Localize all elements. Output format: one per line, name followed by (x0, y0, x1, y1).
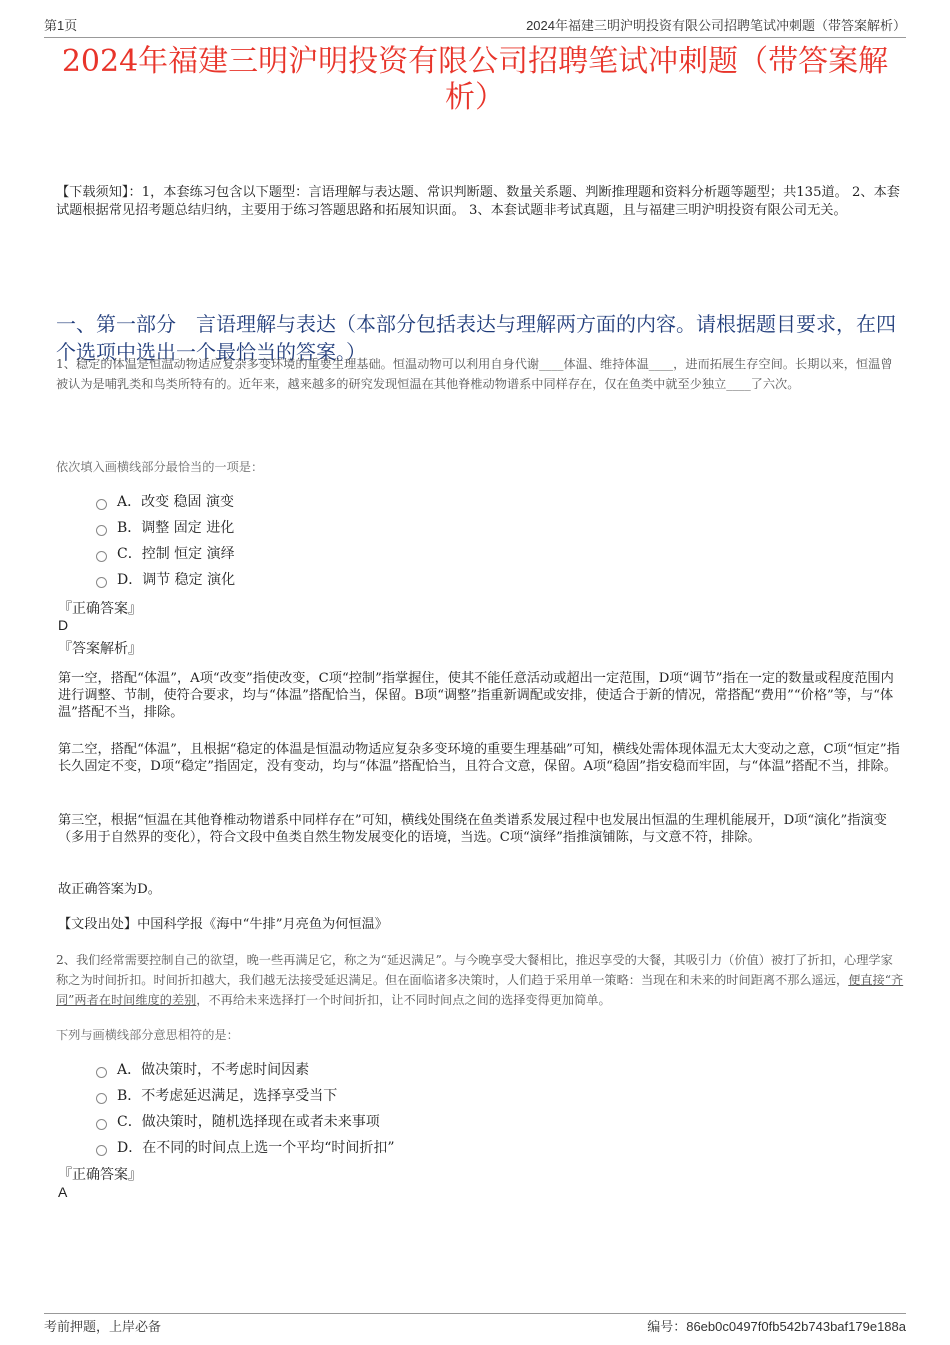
code-label: 编号： (647, 1320, 687, 1335)
q1-option-d[interactable] (96, 566, 235, 592)
question-2-options (96, 1056, 395, 1160)
page-footer (44, 1313, 906, 1335)
page-number: 第1页 (44, 18, 78, 33)
q1-option-c[interactable] (96, 540, 235, 566)
q1-analysis-paragraph: 第二空，搭配“体温”，且根据“稳定的体温是恒温动物适应复杂多变环境的重要生理基础”可知，横线处需体现体温无太大变动之意，C项“恒定”指长久固定不变，D项“稳定”指固定，没有变动，均与“体温”搭配恰当，且符合文意，保留。A项“稳固”指安稳而牢固，与“体温”搭配不当，排除。 (58, 742, 900, 774)
q1-option-b[interactable] (96, 514, 235, 540)
q2-answer-label: 『正确答案』 (58, 1167, 142, 1183)
option-label: A．做决策时，不考虑时间因素 (117, 1062, 310, 1078)
q2-text-before: 2、我们经常需要控制自己的欲望，晚一些再满足它，称之为“延迟满足”。与今晚享受大餐相比，推迟享受的大餐，其吸引力（价值）被打了折扣，心理学家称之为时间折扣。时间折扣越大，我们越无法接受延迟满足。但在面临诸多决策时，人们趋于采用单一策略：当现在和未来的时间距离不那么遥远， (56, 953, 893, 987)
q1-analysis-label: 『答案解析』 (58, 641, 142, 657)
section-heading: 一、第一部分 言语理解与表达（本部分包括表达与理解两方面的内容。请根据题目要求，在四个选项中选出一个最恰当的答案。） (56, 312, 896, 364)
q1-answer-label: 『正确答案』 (58, 601, 142, 617)
option-label: C．做决策时，随机选择现在或者未来事项 (117, 1114, 380, 1130)
radio-icon[interactable] (96, 1145, 107, 1156)
option-label: D．在不同的时间点上选一个平均“时间折扣” (117, 1140, 395, 1156)
header-doc-title: 2024年福建三明沪明投资有限公司招聘笔试冲刺题（带答案解析） (526, 18, 906, 33)
radio-icon[interactable] (96, 1067, 107, 1078)
q2-option-b[interactable] (96, 1082, 395, 1108)
document-title: 2024年福建三明沪明投资有限公司招聘笔试冲刺题（带答案解析） (61, 44, 889, 115)
q1-analysis-paragraph: 第一空，搭配“体温”，A项“改变”指使改变，C项“控制”指掌握住，使其不能任意活动或超出一定范围，D项“调节”指在一定的数量或程度范围内进行调整、节制，使符合要求，均与“体温”搭配恰当，保留。B项“调整”指重新调配或安排，使适合于新的情况，常搭配“费用”“价格”等，与“体温”搭配不当，排除。 (58, 671, 894, 720)
radio-icon[interactable] (96, 1093, 107, 1104)
q2-option-c[interactable] (96, 1108, 395, 1134)
question-2-text (56, 950, 904, 1010)
option-label: A．改变 稳固 演变 (117, 494, 235, 510)
radio-icon[interactable] (96, 551, 107, 562)
radio-icon[interactable] (96, 577, 107, 588)
q2-underlined-text: 便直接“齐同”两者在时间维度的差别 (56, 973, 904, 1007)
q2-option-a[interactable] (96, 1056, 395, 1082)
option-label: D．调节 稳定 演化 (117, 572, 236, 588)
footer-slogan: 考前押题，上岸必备 (44, 1320, 162, 1335)
code-value: 86eb0c0497f0fb542b743baf179e188a (686, 1319, 906, 1334)
radio-icon[interactable] (96, 499, 107, 510)
radio-icon[interactable] (96, 1119, 107, 1130)
q2-option-d[interactable] (96, 1134, 395, 1160)
question-1-text: 1、稳定的体温是恒温动物适应复杂多变环境的重要生理基础。恒温动物可以利用自身代谢____体温、维持体温____，进而拓展生存空间。长期以来，恒温曾被认为是哺乳类和鸟类所特有的。近年来，越来越多的研究发现恒温在其他脊椎动物谱系中同样存在，仅在鱼类中就至少独立____了六次。 (56, 357, 893, 391)
q1-option-a[interactable] (96, 488, 235, 514)
option-label: B．调整 固定 进化 (117, 520, 235, 536)
q1-analysis-conclusion: 故正确答案为D。 (58, 882, 161, 897)
document-code (647, 1316, 906, 1335)
q1-analysis-paragraph: 第三空，根据“恒温在其他脊椎动物谱系中同样存在”可知，横线处围绕在鱼类谱系发展过程中也发展出恒温的生理机能展开，D项“演化”指演变（多用于自然界的变化），符合文段中鱼类自然生物发展变化的语境，当选。C项“演绎”指推演铺陈，与文意不符，排除。 (58, 813, 887, 845)
option-label: B．不考虑延迟满足，选择享受当下 (117, 1088, 338, 1104)
option-label: C．控制 恒定 演绎 (117, 546, 235, 562)
question-2-prompt: 下列与画横线部分意思相符的是： (56, 1028, 239, 1042)
q1-answer: D (58, 617, 69, 633)
download-notice: 【下载须知】：1，本套练习包含以下题型：言语理解与表达题、常识判断题、数量关系题、判断推理题和资料分析题等题型；共135道。 2、本套试题根据常见招考题总结归纳，主要用于练习答题思路和拓展知识面。 3、本套试题非考试真题，且与福建三明沪明投资有限公司无关。 (56, 185, 900, 218)
question-1-options (96, 488, 235, 592)
q1-source: 【文段出处】中国科学报《海中“牛排”月亮鱼为何恒温》 (58, 917, 388, 932)
radio-icon[interactable] (96, 525, 107, 536)
question-1-prompt: 依次填入画横线部分最恰当的一项是： (56, 460, 264, 474)
page-header (44, 12, 906, 38)
q2-answer: A (58, 1184, 68, 1200)
q2-text-after: ，不再给未来选择打一个时间折扣，让不同时间点之间的选择变得更加简单。 (196, 993, 611, 1007)
